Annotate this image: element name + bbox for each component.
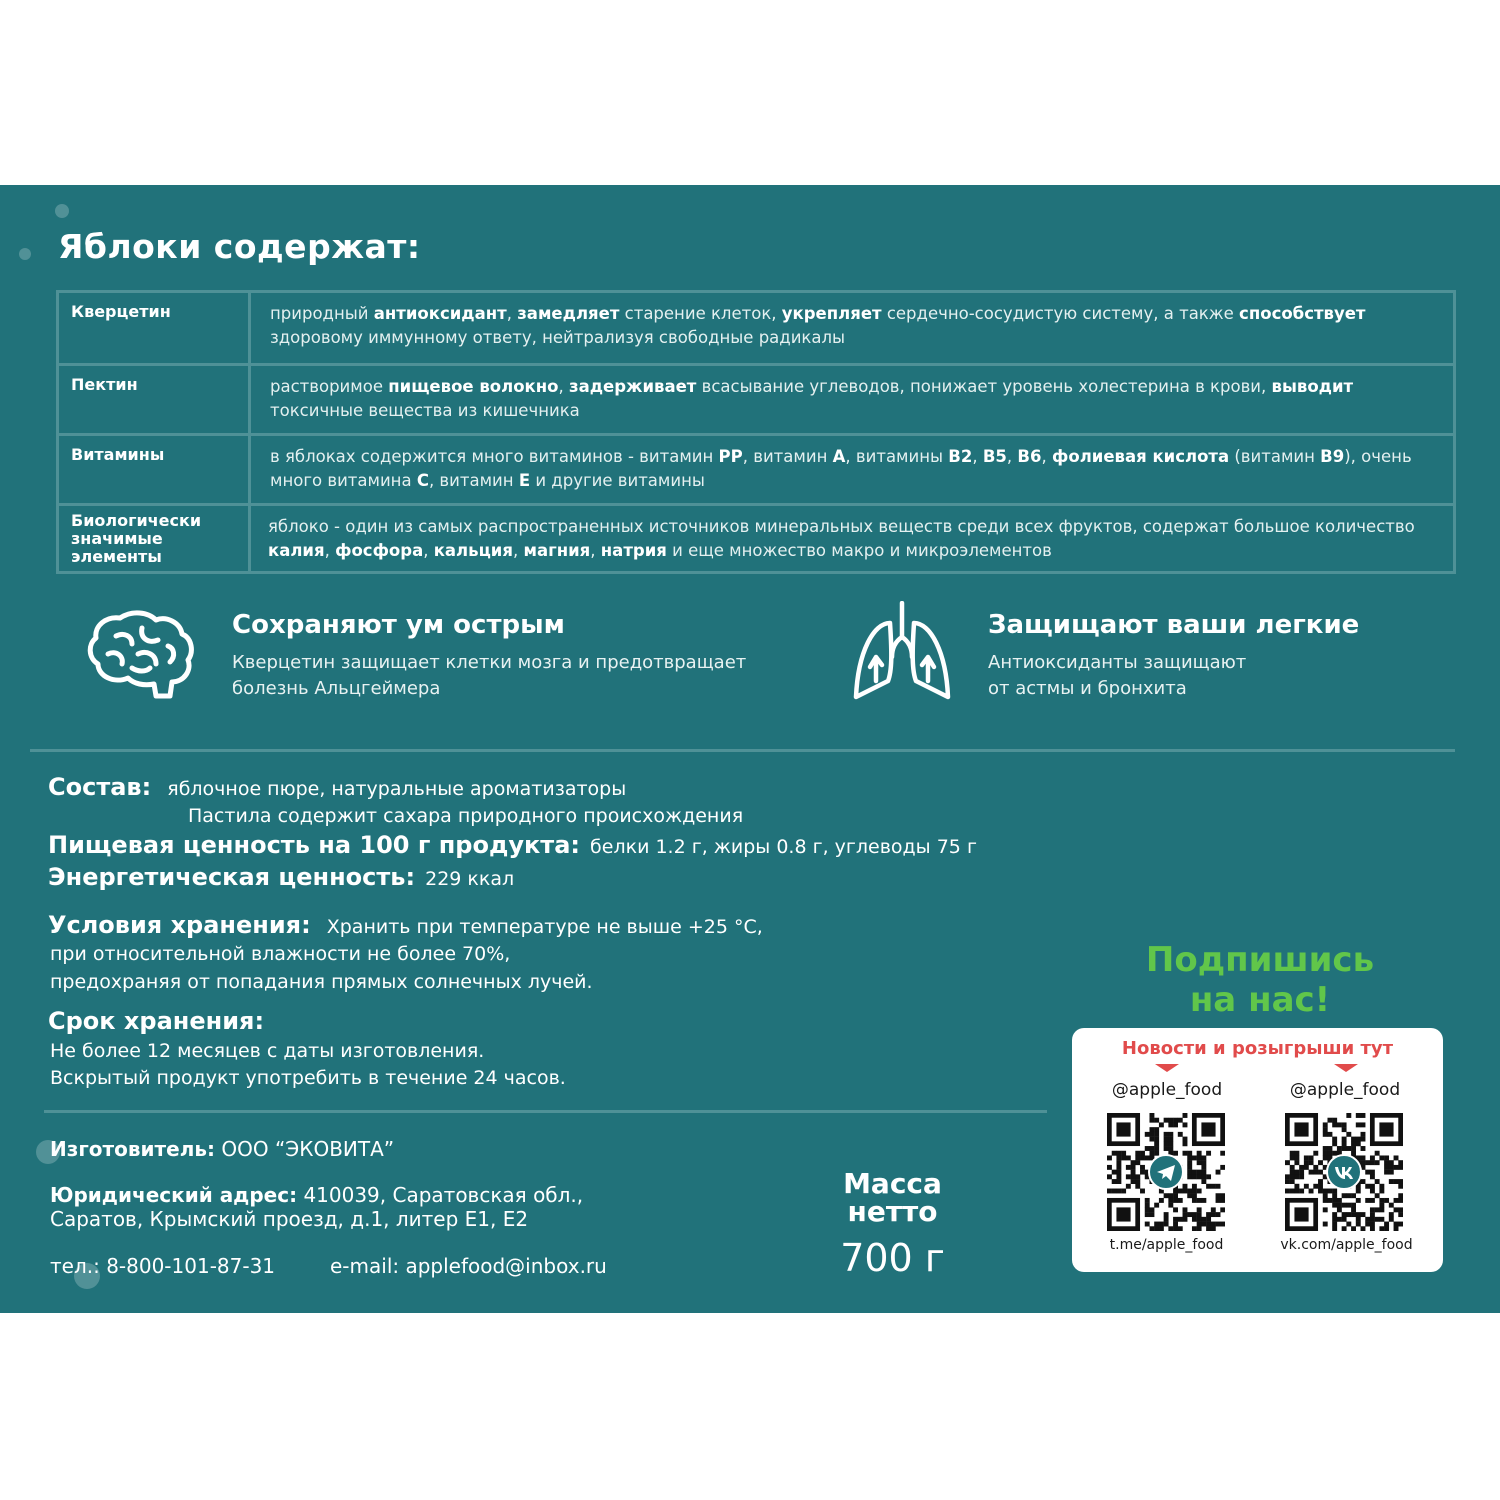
highlight-text: замедляет — [517, 304, 620, 323]
highlight-text: задерживает — [568, 377, 697, 396]
highlight-text: антиоксидант — [373, 304, 507, 323]
highlight-text: E — [518, 471, 531, 490]
arrow-down-icon — [1334, 1064, 1358, 1072]
divider — [44, 1110, 1047, 1113]
body-text: всасывание углеводов, понижает уровень холестерина в крови, — [696, 377, 1272, 396]
arrow-down-icon — [1155, 1064, 1179, 1072]
feature-lungs — [988, 610, 1359, 702]
row-name: Витамины — [59, 436, 251, 503]
body-text: природный — [270, 304, 374, 323]
highlight-text: выводит — [1271, 377, 1354, 396]
body-text: , — [1041, 447, 1052, 466]
decor-dot — [55, 204, 69, 218]
energy-line — [48, 863, 514, 891]
divider — [30, 749, 1455, 752]
vk-link[interactable]: vk.com/apple_food — [1280, 1237, 1413, 1253]
body-text: яблоко - один из самых распространенных источников минеральных веществ среди всех фруктов, содержат большое количество — [268, 517, 1415, 536]
net-weight-label: нетто — [847, 1195, 938, 1228]
subscribe-line: Подпишись — [1145, 940, 1375, 980]
nutrition-line — [48, 831, 977, 859]
body-text: здоровому иммунному ответу, нейтрализуя свободные радикалы — [270, 328, 846, 347]
storage-line: при относительной влажности не более 70%, — [50, 943, 511, 965]
info-panel — [0, 185, 1500, 1313]
maker-value: ООО “ЭКОВИТА” — [221, 1137, 395, 1161]
storage-value: Хранить при температуре не выше +25 °С, — [326, 916, 763, 938]
phone: тел.: 8-800-101-87-31 — [50, 1254, 276, 1278]
composition-table — [56, 290, 1456, 574]
address-label: Юридический адрес: — [50, 1183, 298, 1207]
shelf-line: Вскрытый продукт употребить в течение 24 часов. — [50, 1067, 566, 1089]
vk-handle: @apple_food — [1289, 1080, 1401, 1100]
body-text: в яблоках содержится много витаминов - витамин — [270, 447, 719, 466]
composition-note: Пастила содержит сахара природного происхождения — [188, 805, 744, 827]
storage-line — [48, 911, 763, 939]
body-text: растворимое — [270, 377, 389, 396]
highlight-text: способствует — [1239, 304, 1366, 323]
highlight-text: C — [416, 471, 429, 490]
subscribe-heading — [1090, 940, 1430, 1020]
section-heading: Яблоки содержат: — [58, 227, 421, 266]
body-text: , — [558, 377, 569, 396]
table-row — [59, 433, 1453, 503]
telegram-icon — [1148, 1154, 1184, 1190]
feature-brain — [232, 610, 746, 702]
shelf-title — [48, 1007, 264, 1035]
shelf-label: Срок хранения: — [48, 1007, 265, 1035]
vk-icon — [1326, 1154, 1362, 1190]
net-weight-label: Масса — [843, 1167, 942, 1200]
feature-text-line: Антиоксиданты защищают — [988, 652, 1247, 673]
row-name: Кверцетин — [59, 293, 251, 363]
address-value: 410039, Саратовская обл., — [303, 1183, 584, 1207]
net-weight-value: 700 г — [840, 1236, 945, 1280]
composition-label: Состав: — [48, 773, 152, 801]
row-desc — [256, 293, 1445, 363]
composition-value: яблочное пюре, натуральные ароматизаторы — [167, 778, 627, 800]
highlight-text: B9 — [1320, 447, 1345, 466]
brain-icon — [86, 610, 196, 700]
table-row — [59, 293, 1453, 363]
highlight-text: B5 — [982, 447, 1007, 466]
row-desc — [256, 436, 1445, 503]
email: e-mail: applefood@inbox.ru — [330, 1254, 607, 1278]
net-weight — [815, 1167, 970, 1280]
maker-line — [50, 1137, 394, 1161]
address-line: Саратов, Крымский проезд, д.1, литер Е1, Е2 — [50, 1207, 529, 1231]
body-text: , витамин — [742, 447, 833, 466]
highlight-text: фосфора — [335, 541, 424, 560]
body-text: , — [972, 447, 983, 466]
body-text: , — [423, 541, 434, 560]
address-line — [50, 1183, 583, 1207]
storage-label: Условия хранения: — [48, 911, 311, 939]
highlight-text: B6 — [1017, 447, 1042, 466]
highlight-text: B2 — [948, 447, 973, 466]
composition-line — [48, 773, 626, 801]
body-text: , — [512, 541, 524, 560]
storage-line: предохраняя от попадания прямых солнечных лучей. — [50, 971, 593, 993]
highlight-text: фолиевая кислота — [1051, 447, 1230, 466]
highlight-text: натрия — [600, 541, 667, 560]
highlight-text: калия — [268, 541, 325, 560]
body-text: и еще множество макро и микроэлементов — [666, 541, 1052, 560]
feature-text-line: болезнь Альцгеймера — [232, 678, 441, 699]
nutrition-value: белки 1.2 г, жиры 0.8 г, углеводы 75 г — [590, 836, 977, 858]
nutrition-label: Пищевая ценность на 100 г продукта: — [48, 831, 580, 859]
feature-title: Сохраняют ум острым — [232, 610, 565, 640]
highlight-text: укрепляет — [781, 304, 882, 323]
body-text: сердечно-сосудистую систему, а также — [881, 304, 1240, 323]
feature-text-line: Кверцетин защищает клетки мозга и предотвращает — [232, 652, 747, 673]
highlight-text: пищевое волокно — [388, 377, 559, 396]
telegram-handle: @apple_food — [1111, 1080, 1223, 1100]
row-desc — [256, 366, 1445, 433]
telegram-link[interactable]: t.me/apple_food — [1109, 1237, 1224, 1253]
highlight-text: PP — [718, 447, 743, 466]
body-text: , витамин — [428, 471, 519, 490]
news-label: Новости и розыгрыши тут — [1121, 1038, 1394, 1059]
feature-title: Защищают ваши легкие — [988, 610, 1360, 640]
energy-value: 229 ккал — [425, 868, 515, 890]
body-text: и другие витамины — [530, 471, 705, 490]
highlight-text: кальция — [433, 541, 513, 560]
feature-text-line: от астмы и бронхита — [988, 678, 1187, 699]
maker-label: Изготовитель: — [50, 1137, 215, 1161]
highlight-text: магния — [523, 541, 591, 560]
body-text: , — [590, 541, 601, 560]
body-text: , витамины — [845, 447, 949, 466]
highlight-text: A — [832, 447, 846, 466]
table-row — [59, 363, 1453, 433]
shelf-line: Не более 12 месяцев с даты изготовления. — [50, 1040, 485, 1062]
row-name: Биологически значимые элементы — [59, 506, 251, 571]
table-row — [59, 503, 1453, 571]
row-name: Пектин — [59, 366, 251, 433]
body-text: , — [324, 541, 336, 560]
lungs-icon — [852, 601, 952, 705]
body-text: ), очень много витамина — [270, 447, 1412, 490]
body-text: , — [1006, 447, 1018, 466]
feature-text — [988, 650, 1359, 702]
subscribe-line: на нас! — [1189, 980, 1331, 1020]
feature-text — [232, 650, 746, 702]
body-text: , — [506, 304, 518, 323]
row-desc — [256, 506, 1445, 571]
body-text: старение клеток, — [619, 304, 782, 323]
decor-dot — [19, 248, 31, 260]
qr-card — [1072, 1028, 1443, 1272]
body-text: токсичные вещества из кишечника — [270, 401, 580, 420]
energy-label: Энергетическая ценность: — [48, 863, 416, 891]
body-text: (витамин — [1229, 447, 1321, 466]
